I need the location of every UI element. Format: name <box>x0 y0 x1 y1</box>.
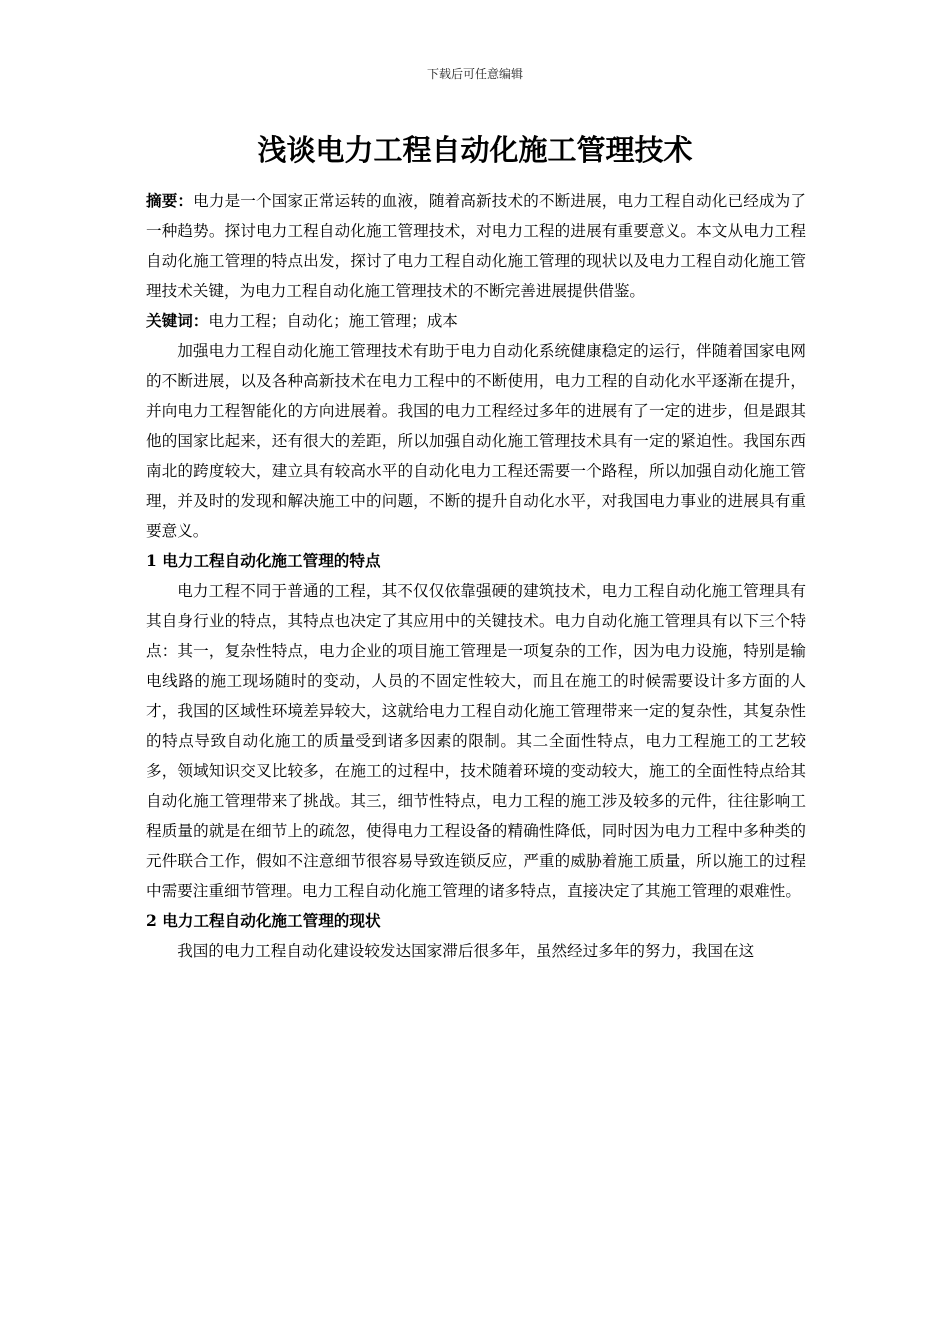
abstract-paragraph <box>146 186 806 306</box>
section-2-paragraph: 我国的电力工程自动化建设较发达国家滞后很多年，虽然经过多年的努力，我国在这 <box>177 942 755 960</box>
page-title: 浅谈电力工程自动化施工管理技术 <box>257 133 693 167</box>
abstract-label: 摘要： <box>146 191 194 210</box>
document-body <box>146 186 806 966</box>
keywords-text: 电力工程；自动化；施工管理；成本 <box>208 312 458 330</box>
abstract-text: 电力是一个国家正常运转的血液，随着高新技术的不断进展，电力工程自动化已经成为了一种趋势。探讨电力工程自动化施工管理技术，对电力工程的进展有重要意义。本文从电力工程自动化施工管理的特点出发，探讨了电力工程自动化施工管理的现状以及电力工程自动化施工管理技术关键，为电力工程自动化施工管理技术的不断完善进展提供借鉴。 <box>146 192 806 300</box>
section-1-heading: 1 电力工程自动化施工管理的特点 <box>146 551 381 570</box>
intro-paragraph: 加强电力工程自动化施工管理技术有助于电力自动化系统健康稳定的运行，伴随着国家电网的不断进展，以及各种高新技术在电力工程中的不断使用，电力工程的自动化水平逐渐在提升，并向电力工程智能化的方向进展着。我国的电力工程经过多年的进展有了一定的进步，但是跟其他的国家比起来，还有很大的差距，所以加强自动化施工管理技术具有一定的紧迫性。我国东西南北的跨度较大，建立具有较高水平的自动化电力工程还需要一个路程，所以加强自动化施工管理，并及时的发现和解决施工中的问题，不断的提升自动化水平，对我国电力事业的进展具有重要意义。 <box>146 342 806 540</box>
keywords-label: 关键词： <box>146 311 209 330</box>
keywords-paragraph <box>146 306 806 336</box>
section-2-heading: 2 电力工程自动化施工管理的现状 <box>146 911 381 930</box>
section-1-paragraph: 电力工程不同于普通的工程，其不仅仅依靠强硬的建筑技术，电力工程自动化施工管理具有其自身行业的特点，其特点也决定了其应用中的关键技术。电力自动化施工管理具有以下三个特点：其一，复杂性特点，电力企业的项目施工管理是一项复杂的工作，因为电力设施，特别是输电线路的施工现场随时的变动，人员的不固定性较大，而且在施工的时候需要设计多方面的人才，我国的区域性环境差异较大，这就给电力工程自动化施工管理带来一定的复杂性，其复杂性的特点导致自动化施工的质量受到诸多因素的限制。其二全面性特点，电力工程施工的工艺较多，领域知识交叉比较多，在施工的过程中，技术随着环境的变动较大，施工的全面性特点给其自动化施工管理带来了挑战。其三，细节性特点，电力工程的施工涉及较多的元件，往往影响工程质量的就是在细节上的疏忽，使得电力工程设备的精确性降低，同时因为电力工程中多种类的元件联合工作，假如不注意细节很容易导致连锁反应，严重的威胁着施工质量，所以施工的过程中需要注重细节管理。电力工程自动化施工管理的诸多特点，直接决定了其施工管理的艰难性。 <box>146 582 806 900</box>
header-note: 下载后可任意编辑 <box>426 67 523 81</box>
